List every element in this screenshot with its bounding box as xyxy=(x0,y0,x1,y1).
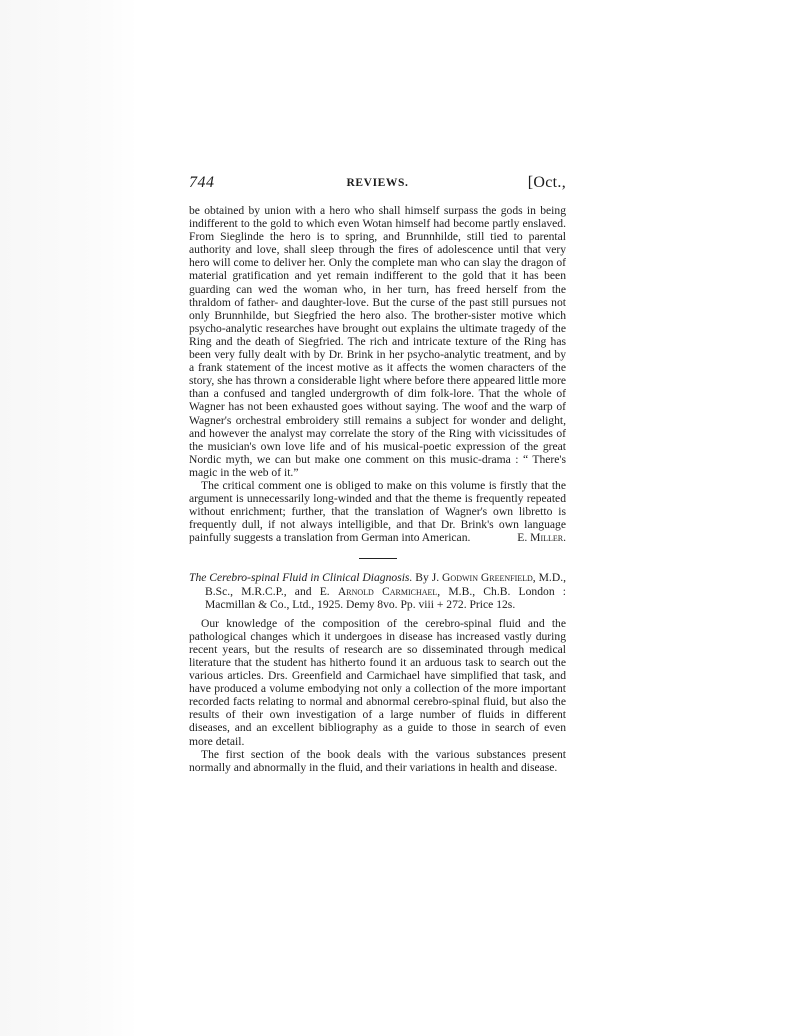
running-head xyxy=(189,174,566,196)
book-citation xyxy=(189,571,566,610)
reviewer-signature: E. Miller. xyxy=(517,531,566,545)
scan-margin-shadow xyxy=(0,0,138,1036)
issue-label: [Oct., xyxy=(527,174,566,191)
section-divider xyxy=(359,558,397,559)
author-1: Godwin Greenfield, xyxy=(442,571,536,585)
section-title: REVIEWS. xyxy=(346,177,409,189)
author-2: Arnold Carmichael, xyxy=(337,584,441,598)
review1-paragraph-2-text: The critical comment one is obliged to make on this volume is firstly that the argument is unnecessarily long-winded and that the theme is frequently repeated without enrichment; further, that the translation of Wagner's own libretto is frequently dull, if not always intelligible, and that Dr. Brink's own language painfully suggests a translation from German into American. xyxy=(189,478,566,545)
page xyxy=(189,174,566,774)
review2-paragraph-1: Our knowledge of the composition of the cerebro-spinal fluid and the pathological changes which it undergoes in disease has increased vastly during recent years, but the results of research are so disseminated through medical literature that the student has hitherto found it an arduous task to search out the various articles. Drs. Greenfield and Carmichael have simplified that task, and have produced a volume embodying not only a collection of the more important recorded facts relating to normal and abnormal cerebro-spinal fluid, but also the results of their own investigation of a large number of fluids in different diseases, and an excellent bibliography as a guide to those in search of even more detail. xyxy=(189,616,566,748)
review1-paragraph-1: be obtained by union with a hero who shall himself surpass the gods in being indifferent to the gold to which even Wotan himself had become partly enslaved. From Sieglinde the hero is to spring, and Brunnhilde, still tied to parental authority and love, shall sleep through the fires of adolescence until that very hero will come to deliver her. Only the complete man who can slay the dragon of material gratification and yet remain indifferent to the gold that it has been guarding can wed the woman who, in her turn, has freed herself from the thraldom of father- and daughter-love. But the curse of the past still pursues not only Brunnhilde, but Siegfried the hero also. The brother-sister motive which psycho-analytic researches have brought out explains the ultimate tragedy of the Ring and the death of Siegfried. The rich and intricate texture of the Ring has been very fully dealt with by Dr. Brink in her psycho-analytic treatment, and by a frank statement of the incest motive as it affects the women characters of the story, she has thrown a considerable light where before there appeared little more than a confused and tangled undergrowth of dim folk-lore. That the whole of Wagner has not been exhausted goes without saying. The woof and the warp of Wagner's orchestral embroidery still remains a subject for wonder and delight, and however the analyst may correlate the story of the Ring with vicissitudes of the musician's own love life and of his musical-poetic expression of the great Nordic myth, we can but make one comment on this music-drama : “ There's magic in the web of it.” xyxy=(189,204,566,479)
author-1-degrees: M.D., B.Sc., M.R.C.P., and E. xyxy=(205,571,567,598)
page-number: 744 xyxy=(189,174,215,191)
citation-by: By J. xyxy=(415,571,440,585)
book-title: The Cerebro-spinal Fluid in Clinical Diagnosis. xyxy=(189,571,413,585)
publication-details: London : Macmillan & Co., Ltd., 1925. Demy 8vo. Pp. viii + 272. Price 12s. xyxy=(205,584,567,611)
review1-paragraph-2 xyxy=(189,479,566,544)
review2-paragraph-2: The first section of the book deals with the various substances present normally and abnormally in the fluid, and their variations in health and disease. xyxy=(189,747,566,774)
author-2-degrees: M.B., Ch.B. xyxy=(448,584,511,598)
